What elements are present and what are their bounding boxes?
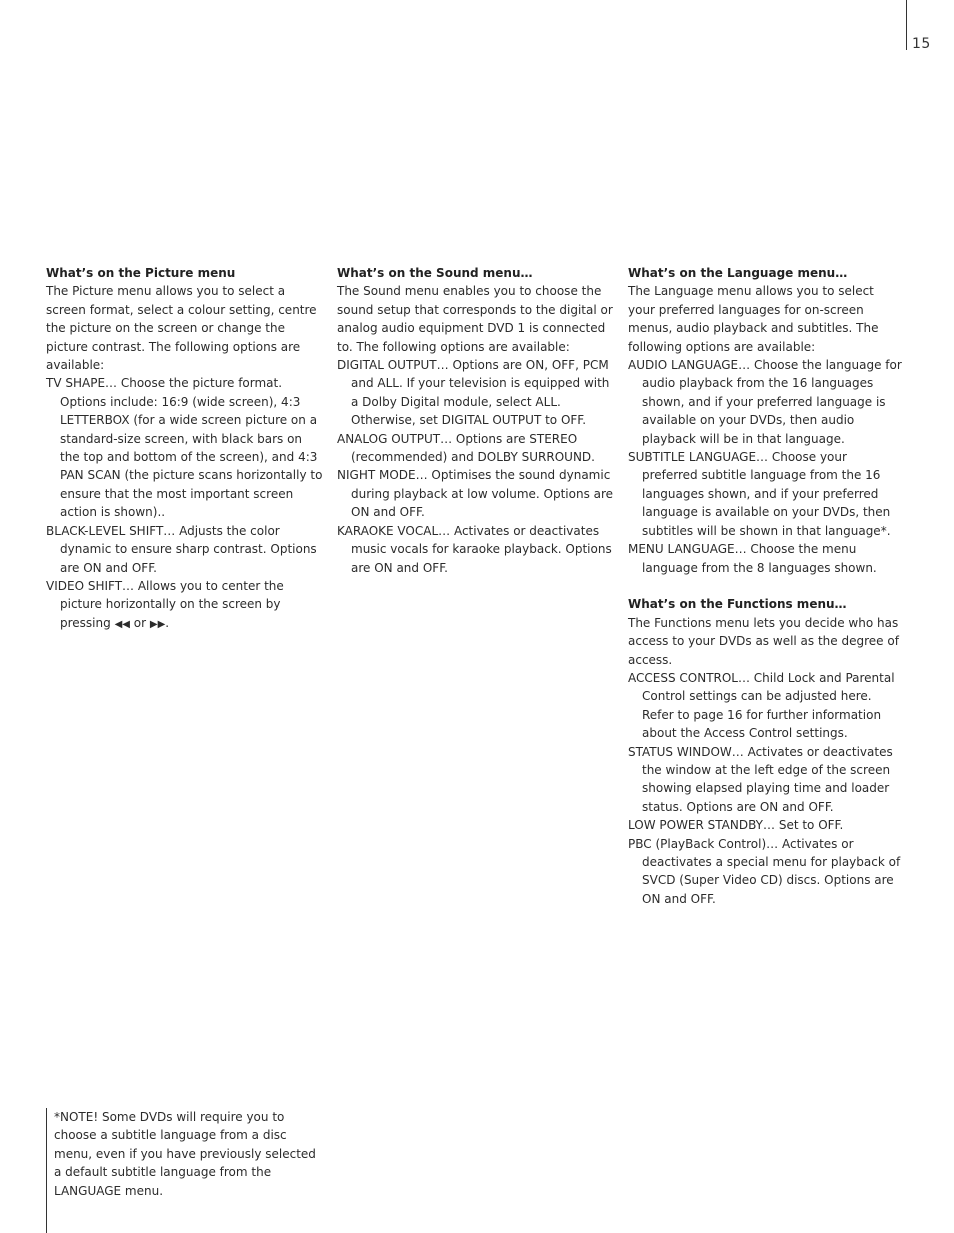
page-number: 15 bbox=[912, 36, 931, 52]
picture-option-tv-shape: TV SHAPE… Choose the picture format. Options include: 16:9 (wide screen), 4:3 LETTERBOX (for a wide screen picture on a standard-size screen, with black bars on the top and bottom of the screen), and 4:3 PAN SCAN (the picture scans horizontally to ensure that the most important screen action is shown).. bbox=[46, 376, 323, 520]
language-functions-section bbox=[628, 264, 904, 908]
sound-menu-heading: What’s on the Sound menu… bbox=[337, 266, 533, 280]
functions-option-access-control: ACCESS CONTROL… Child Lock and Parental Control settings can be adjusted here. Refer to page 16 for further information about the Access Control settings. bbox=[628, 670, 895, 741]
language-option-audio: AUDIO LANGUAGE… Choose the language for audio playback from the 16 languages shown, and if your preferred language is available on your DVDs, then audio playback will be in that language. bbox=[628, 358, 902, 446]
fast-forward-icon: ▶▶ bbox=[149, 618, 166, 630]
subtitle-note: *NOTE! Some DVDs will require you to choose a subtitle language from a disc menu, even if you have previously selected a default subtitle language from the LANGUAGE menu. bbox=[54, 1110, 316, 1198]
page-header-rule bbox=[906, 0, 907, 50]
language-option-menu: MENU LANGUAGE… Choose the menu language from the 8 languages shown. bbox=[628, 542, 877, 575]
language-option-subtitle: SUBTITLE LANGUAGE… Choose your preferred subtitle language from the 16 languages shown, and if your preferred language is available on your DVDs, then subtitles will be shown in that language*. bbox=[628, 450, 891, 538]
picture-menu-intro: The Picture menu allows you to select a screen format, select a colour setting, centre the picture on the screen or change the picture contrast. The following options are available: bbox=[46, 284, 317, 373]
functions-menu-intro: The Functions menu lets you decide who has access to your DVDs as well as the degree of access. bbox=[628, 615, 899, 667]
sound-menu-intro: The Sound menu enables you to choose the sound setup that corresponds to the digital or analog audio equipment DVD 1 is connected to. The following options are available: bbox=[337, 284, 613, 354]
picture-menu-heading: What’s on the Picture menu bbox=[46, 266, 236, 280]
sound-option-karaoke-vocal: KARAOKE VOCAL… Activates or deactivates music vocals for karaoke playback. Options are ON and OFF. bbox=[337, 523, 612, 575]
functions-menu-heading: What’s on the Functions menu… bbox=[628, 597, 847, 612]
language-menu-heading: What’s on the Language menu… bbox=[628, 266, 848, 280]
language-menu-intro: The Language menu allows you to select your preferred languages for on-screen menus, audio playback and subtitles. The following options are available: bbox=[628, 284, 879, 354]
note-rule bbox=[46, 1108, 47, 1233]
picture-option-video-shift bbox=[46, 577, 323, 634]
section-spacer bbox=[628, 577, 904, 595]
video-shift-text: VIDEO SHIFT… Allows you to center the picture horizontally on the screen by pressing bbox=[46, 578, 284, 630]
picture-menu-section bbox=[46, 264, 323, 634]
functions-option-low-power-standby: LOW POWER STANDBY… Set to OFF. bbox=[628, 818, 844, 833]
sound-option-digital-output: DIGITAL OUTPUT… Options are ON, OFF, PCM and ALL. If your television is equipped with a Dolby Digital module, select ALL. Otherwise, set DIGITAL OUTPUT to OFF. bbox=[337, 358, 610, 428]
sound-option-night-mode: NIGHT MODE… Optimises the sound dynamic during playback at low volume. Options are ON and OFF. bbox=[337, 468, 614, 520]
sound-menu-section bbox=[337, 264, 617, 577]
functions-option-status-window: STATUS WINDOW… Activates or deactivates the window at the left edge of the screen showing elapsed playing time and loader status. Options are ON and OFF. bbox=[628, 744, 893, 814]
sound-option-analog-output: ANALOG OUTPUT… Options are STEREO (recommended) and DOLBY SURROUND. bbox=[337, 431, 595, 465]
video-shift-end: . bbox=[165, 615, 170, 630]
functions-option-pbc: PBC (PlayBack Control)… Activates or deactivates a special menu for playback of SVCD (Super Video CD) discs. Options are ON and OFF. bbox=[628, 836, 901, 906]
rewind-icon: ◀◀ bbox=[114, 618, 130, 630]
video-shift-or: or bbox=[133, 615, 147, 630]
picture-option-black-level: BLACK-LEVEL SHIFT… Adjusts the color dynamic to ensure sharp contrast. Options are ON and OFF. bbox=[46, 523, 317, 575]
